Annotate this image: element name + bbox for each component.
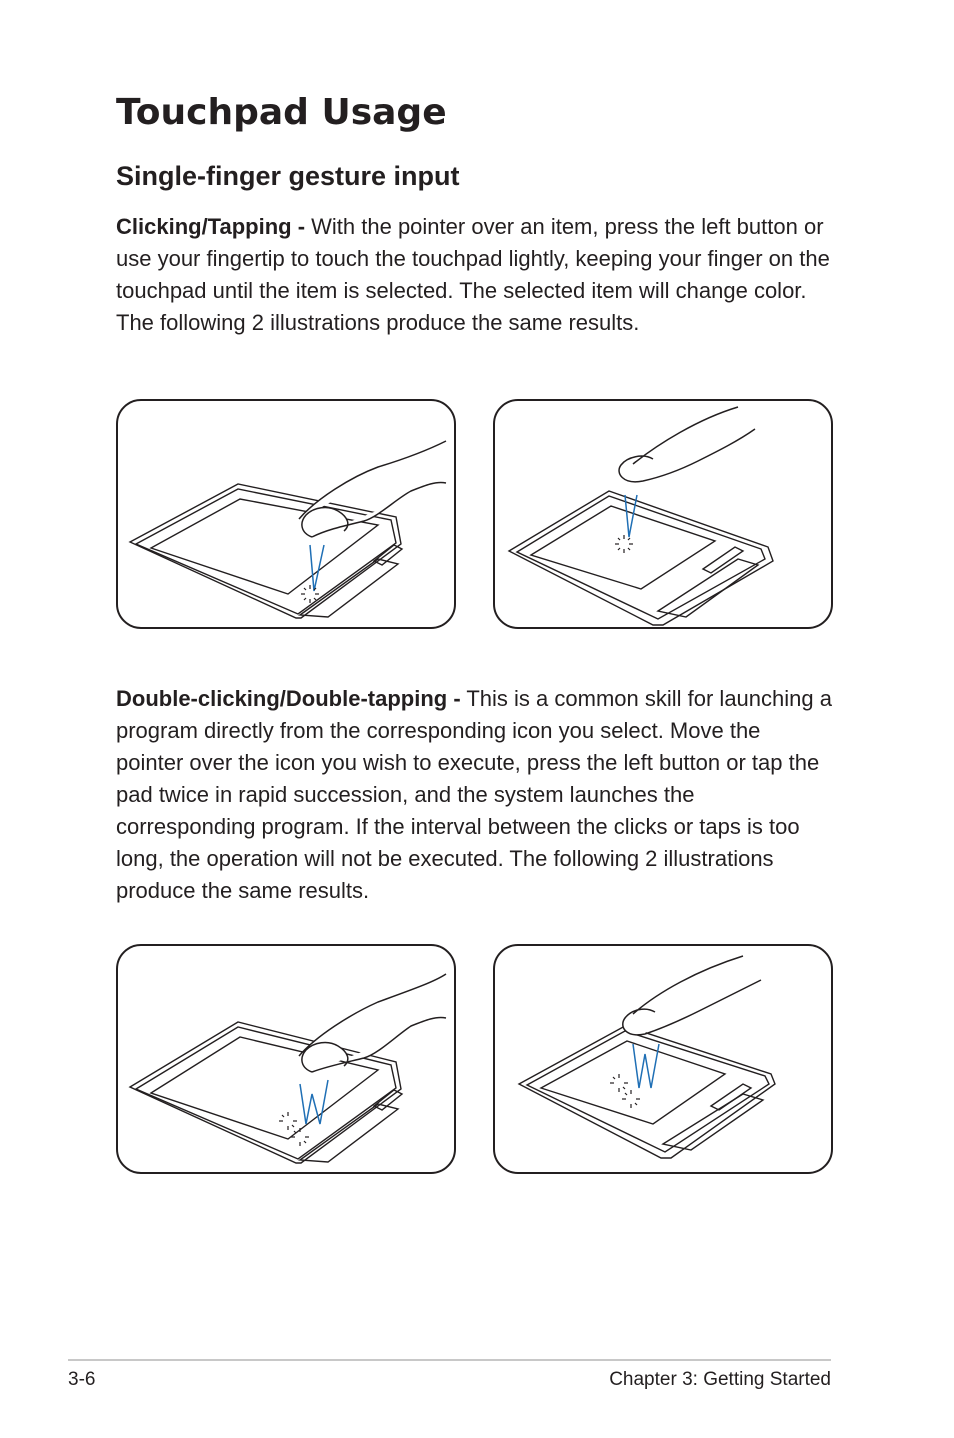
chapter-label: Chapter 3: Getting Started — [609, 1369, 831, 1390]
double-clicking-text: This is a common skill for launching a program directly from the corresponding icon you select. Move the pointer over the icon you wish to execute, press the left button or tap the pad twice in rapid succession, and the system launches the corresponding program. If the interval between the clicks or taps is too long, the operation will not be executed. The following 2 illustrations produce the same results. — [116, 686, 832, 903]
double-clicking-paragraph — [116, 683, 832, 907]
illustration-button-single-tap — [116, 399, 456, 629]
page-number: 3-6 — [68, 1369, 96, 1390]
section-subtitle: Single-finger gesture input — [116, 161, 460, 191]
illustration-button-double-tap — [116, 944, 456, 1174]
clicking-tapping-term: Clicking/Tapping - — [116, 214, 306, 239]
page-title: Touchpad Usage — [116, 92, 447, 133]
clicking-tapping-paragraph — [116, 211, 832, 339]
double-clicking-term: Double-clicking/Double-tapping - — [116, 686, 461, 711]
illustration-pad-single-tap — [493, 399, 833, 629]
illustration-pad-double-tap — [493, 944, 833, 1174]
footer-divider — [68, 1359, 831, 1361]
clicking-tapping-text: With the pointer over an item, press the left button or use your fingertip to touch the touchpad lightly, keeping your finger on the touchpad until the item is selected. The selected item will change color. The following 2 illustrations produce the same results. — [116, 214, 830, 335]
